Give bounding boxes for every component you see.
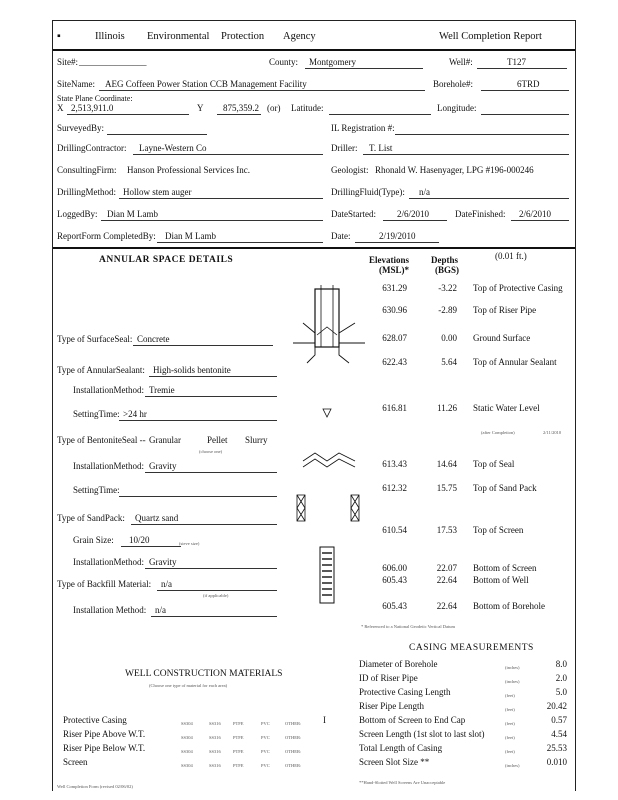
grain-size-line [121,546,181,547]
casing-value[interactable]: 0.010 [546,757,567,767]
level-elevation: 622.43 [382,357,407,367]
geologist-label: Geologist: [331,165,369,175]
y-label: Y [197,103,204,113]
setting-time-line [119,420,277,421]
level-depth: 17.53 [436,525,457,535]
borehole-line [481,90,569,91]
footer-left: Well Completion Form (revised 02/06/02) [57,784,133,789]
county-value[interactable]: Montgomery [309,57,356,67]
install2-label: InstallationMethod: [73,461,144,471]
well-completion-form [52,20,576,791]
level-description: Top of Protective Casing [473,283,563,293]
material-option[interactable]: SS316 [209,749,221,754]
level-elevation: 628.07 [382,333,407,343]
level-depth: 22.64 [436,575,457,585]
drilling-fluid-value[interactable]: n/a [419,187,430,197]
borehole-value[interactable]: 6TRD [517,79,540,89]
material-option[interactable]: SS304 [181,721,193,726]
level-elevation: 631.29 [382,283,407,293]
drilling-fluid-line [409,198,569,199]
logged-value[interactable]: Dian M Lamb [107,209,158,219]
casing-title: CASING MEASUREMENTS [409,643,534,653]
agency-word-1: Illinois [95,31,125,42]
or-text: (or) [267,103,281,113]
annular-sealant-line [149,376,277,377]
material-option[interactable]: SS316 [209,721,221,726]
drilling-contractor-value[interactable]: Layne-Western Co [139,143,207,153]
material-row-label: Riser Pipe Above W.T. [63,729,146,739]
materials-subtitle: (Choose one type of material for each area) [149,683,228,688]
drilling-contractor-line [133,154,323,155]
longitude-line [481,114,569,115]
level-elevation: 612.32 [382,483,407,493]
level-depth: 14.64 [436,459,457,469]
bentonite-seal-label: Type of BentoniteSeal -- [57,435,146,445]
install4-label: Installation Method: [73,605,147,615]
y-line [217,114,261,115]
grain-size-value[interactable]: 10/20 [129,535,150,545]
level-elevation: 613.43 [382,459,407,469]
logged-label: LoggedBy: [57,209,98,219]
casing-label: Riser Pipe Length [359,701,424,711]
elevations-sub: (MSL)* [379,265,409,275]
surface-seal-value[interactable]: Concrete [137,334,170,344]
sandpack-label: Type of SandPack: [57,513,125,523]
install3-line [145,568,277,569]
well-label: Well#: [449,57,473,67]
casing-label: Total Length of Casing [359,743,443,753]
accuracy-header: (0.01 ft.) [495,251,527,261]
install2-line [145,472,277,473]
elevations-header: Elevations [369,255,410,265]
casing-value[interactable]: 20.42 [546,701,567,711]
annular-title: ANNULAR SPACE DETAILS [99,255,234,265]
bentonite-choose-note: (choose one) [199,449,223,454]
annular-sealant-value[interactable]: High-solids bentonite [153,365,231,375]
logged-line [101,220,323,221]
agency-word-4: Agency [283,31,316,42]
drilling-method-value[interactable]: Hollow stem auger [123,187,192,197]
material-option[interactable]: OTHER: [285,763,302,768]
static-water-date: 2/11/2010 [543,430,562,435]
level-depth: -2.89 [438,305,457,315]
date-line [355,242,439,243]
bentonite-granular-option[interactable]: Granular [149,435,181,445]
install4-line [151,616,277,617]
backfill-note: (if applicable) [203,593,229,598]
date-value[interactable]: 2/19/2010 [379,231,416,241]
sandpack-line [131,524,277,525]
casing-unit: (inches) [505,763,520,768]
surveyed-label: SurveyedBy: [57,123,104,133]
level-description: Top of Seal [473,459,515,469]
material-row-label: Riser Pipe Below W.T. [63,743,146,753]
surface-seal-label: Type of SurfaceSeal: [57,334,133,344]
static-water-note: (after Completion) [481,430,515,435]
backfill-value[interactable]: n/a [161,579,172,589]
geologist-value[interactable]: Rhonald W. Hasenyager, LPG #196-000246 [375,165,534,175]
registration-label: IL Registration #: [331,123,395,133]
driller-value[interactable]: T. List [369,143,393,153]
setting-time-value[interactable]: >24 hr [123,409,147,419]
drilling-method-line [119,198,323,199]
material-option[interactable]: SS316 [209,735,221,740]
consulting-label: ConsultingFirm: [57,165,117,175]
material-option[interactable]: SS304 [181,749,193,754]
casing-unit: (inches) [505,665,520,670]
grain-size-label: Grain Size: [73,535,114,545]
casing-label: Diameter of Borehole [359,659,438,669]
registration-line [395,134,569,135]
level-depth: 5.64 [441,357,457,367]
level-depth: -3.22 [438,283,457,293]
casing-unit: (feet) [505,735,515,740]
level-depth: 0.00 [441,333,457,343]
form-title: Well Completion Report [439,31,542,42]
bentonite-pellet-option[interactable]: Pellet [207,435,228,445]
driller-line [363,154,569,155]
site-label: Site#: [57,57,79,67]
sitename-label: SiteName: [57,79,95,89]
date-finished-label: DateFinished: [455,209,506,219]
install-method-label: InstallationMethod: [73,385,144,395]
consulting-value[interactable]: Hanson Professional Services Inc. [127,165,250,175]
agency-word-3: Protection [221,31,265,42]
setting2-label: SettingTime: [73,485,120,495]
depths-sub: (BGS) [435,265,460,275]
level-elevation: 606.00 [382,563,407,573]
casing-label: ID of Riser Pipe [359,673,418,683]
install3-label: InstallationMethod: [73,557,144,567]
setting-time-label: SettingTime: [73,409,120,419]
sandpack-value[interactable]: Quartz sand [135,513,179,523]
level-description: Top of Annular Sealant [473,357,557,367]
report-completed-label: ReportForm CompletedBy: [57,231,156,241]
casing-label: Protective Casing Length [359,687,451,697]
material-option[interactable]: PVC [261,749,270,754]
material-row-label: Protective Casing [63,715,127,725]
bentonite-slurry-option[interactable]: Slurry [245,435,268,445]
date-started-label: DateStarted: [331,209,376,219]
casing-label: Bottom of Screen to End Cap [359,715,466,725]
header-rule [53,49,575,51]
level-description: Top of Riser Pipe [473,305,537,315]
level-description: Bottom of Borehole [473,601,545,611]
agency-word-2: Environmental [147,31,210,42]
county-line [305,68,423,69]
section-rule [53,247,575,249]
casing-value[interactable]: 4.54 [551,729,567,739]
casing-unit: (feet) [505,749,515,754]
casing-value[interactable]: 0.57 [551,715,567,725]
material-option[interactable]: PTFE [233,763,244,768]
latitude-line [329,114,431,115]
material-option[interactable]: OTHER: [285,749,302,754]
level-description: Top of Screen [473,525,524,535]
well-value[interactable]: T127 [507,57,526,67]
install-method-line [145,396,277,397]
level-elevation: 605.43 [382,575,407,585]
material-option[interactable]: SS304 [181,735,193,740]
datum-footnote: * Referenced to a National Geodetic Vertical Datum [361,624,456,629]
casing-value[interactable]: 8.0 [555,659,567,669]
level-description: Bottom of Screen [473,563,537,573]
drilling-method-label: DrillingMethod: [57,187,116,197]
bullet: ▪ [57,31,61,42]
level-elevation: 610.54 [382,525,407,535]
materials-title: WELL CONSTRUCTION MATERIALS [125,669,283,679]
sitename-value[interactable]: AEG Coffeen Power Station CCB Management Facility [105,79,307,89]
install3-value[interactable]: Gravity [149,557,177,567]
casing-unit: (feet) [505,693,515,698]
annular-sealant-label: Type of AnnularSealant: [57,365,145,375]
material-option[interactable]: PVC [261,763,270,768]
longitude-label: Longitude: [437,103,477,113]
drilling-contractor-label: DrillingContractor: [57,143,127,153]
level-depth: 11.26 [437,403,457,413]
level-description: Ground Surface [473,333,531,343]
y-value[interactable]: 875,359.2 [223,103,259,113]
install2-value[interactable]: Gravity [149,461,177,471]
well-line [477,68,567,69]
material-option[interactable]: PTFE [233,749,244,754]
level-depth: 22.07 [436,563,457,573]
level-description: Top of Sand Pack [473,483,537,493]
date-label: Date: [331,231,351,241]
level-elevation: 630.96 [382,305,407,315]
material-option[interactable]: OTHER: [285,735,302,740]
stateplane-label: State Plane Coordinate: [57,94,133,103]
material-option[interactable]: PTFE [233,721,244,726]
borehole-label: Borehole#: [433,79,473,89]
driller-label: Driller: [331,143,358,153]
casing-unit: (inches) [505,679,520,684]
material-option[interactable]: OTHER: [285,721,302,726]
report-completed-value[interactable]: Dian M Lamb [165,231,216,241]
drilling-fluid-label: DrillingFluid(Type): [331,187,405,197]
material-option[interactable]: PTFE [233,735,244,740]
level-description: Bottom of Well [473,575,529,585]
casing-unit: (feet) [505,707,515,712]
x-label: X [57,103,64,113]
material-option[interactable]: PVC [261,721,270,726]
level-description: Static Water Level [473,403,540,413]
install4-value[interactable]: n/a [155,605,166,615]
county-label: County: [269,57,299,67]
depths-header: Depths [431,255,459,265]
install-method-value[interactable]: Tremie [149,385,175,395]
casing-unit: (feet) [505,721,515,726]
date-started-line [383,220,447,221]
level-elevation: 616.81 [382,403,407,413]
material-option[interactable]: SS316 [209,763,221,768]
latitude-label: Latitude: [291,103,324,113]
surface-seal-line [133,345,273,346]
level-elevation: 605.43 [382,601,407,611]
casing-footnote: **Hand-Slotted Well Screens Are Unacceptable [359,780,446,785]
sitename-line [99,90,425,91]
surveyed-line [107,134,207,135]
grain-size-note: (sieve size) [179,541,200,546]
material-selection-mark: I [323,715,326,725]
material-row-label: Screen [63,757,88,767]
date-finished-value[interactable]: 2/6/2010 [519,209,552,219]
casing-label: Screen Slot Size ** [359,757,430,767]
date-started-value[interactable]: 2/6/2010 [397,209,430,219]
x-value[interactable]: 2,513,911.0 [71,103,114,113]
casing-value[interactable]: 2.0 [555,673,567,683]
backfill-line [157,590,277,591]
x-line [67,114,189,115]
casing-value[interactable]: 5.0 [555,687,567,697]
casing-label: Screen Length (1st slot to last slot) [359,729,485,739]
site-value[interactable]: _______________ [79,57,147,67]
date-finished-line [511,220,569,221]
report-completed-line [157,242,323,243]
casing-value[interactable]: 25.53 [546,743,567,753]
level-depth: 15.75 [436,483,457,493]
material-option[interactable]: PVC [261,735,270,740]
level-depth: 22.64 [436,601,457,611]
backfill-label: Type of Backfill Material: [57,579,152,589]
material-option[interactable]: SS304 [181,763,193,768]
setting2-line [119,496,277,497]
well-diagram [293,283,365,623]
